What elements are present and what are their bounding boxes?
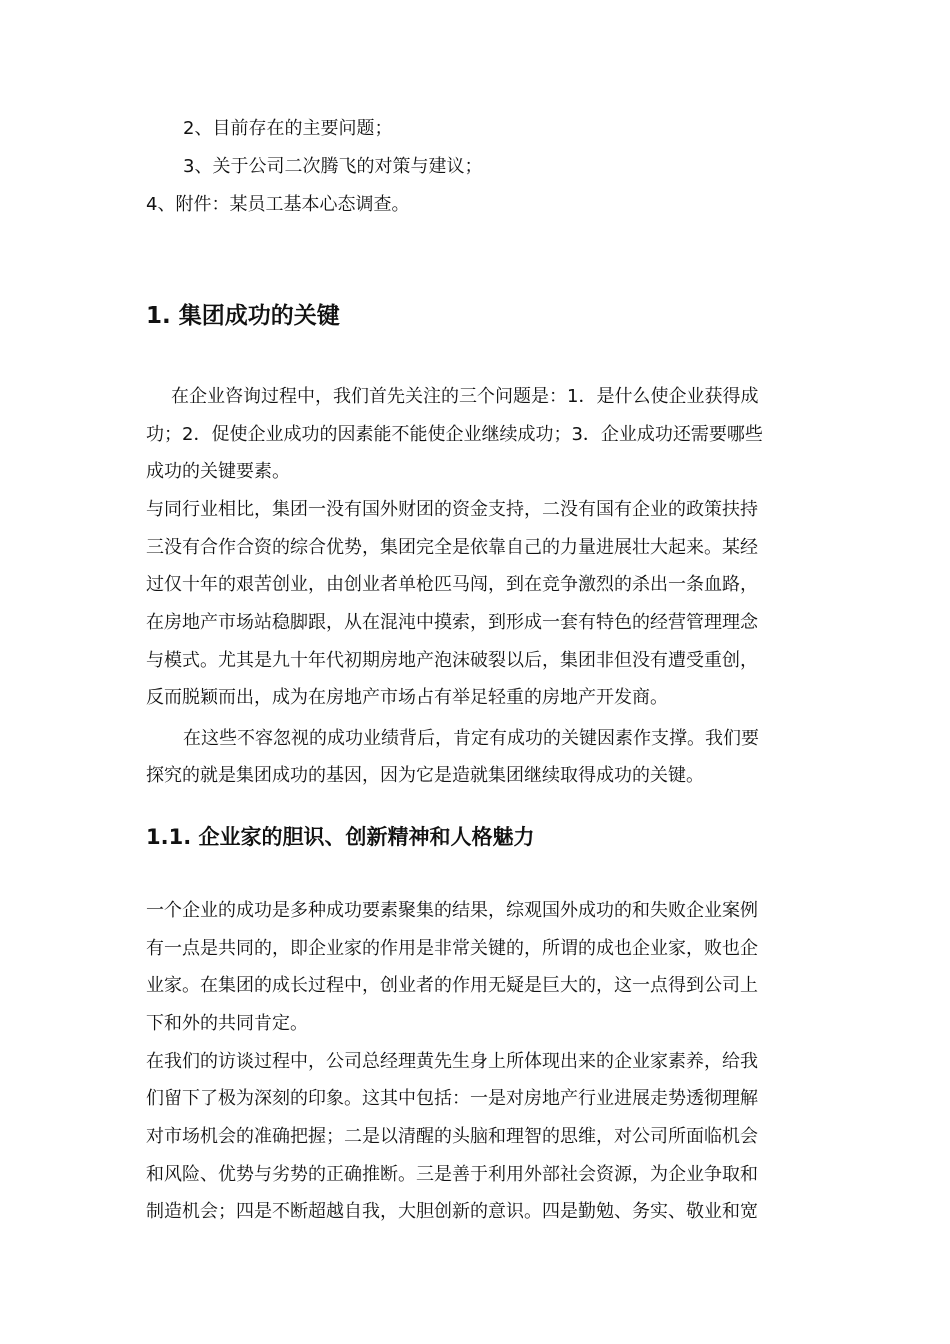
paragraph-line: 在我们的访谈过程中，公司总经理黄先生身上所体现出来的企业家素养，给我 <box>146 1051 758 1072</box>
paragraph-line: 对市场机会的准确把握；二是以清醒的头脑和理智的思维，对公司所面临机会 <box>146 1126 758 1147</box>
paragraph-line: 有一点是共同的，即企业家的作用是非常关键的，所谓的成也企业家，败也企 <box>146 938 758 959</box>
paragraph-line: 制造机会；四是不断超越自我，大胆创新的意识。四是勤勉、务实、敬业和宽 <box>146 1201 758 1222</box>
paragraph-line: 成功的关键要素。 <box>146 461 290 482</box>
paragraph-line: 与模式。尤其是九十年代初期房地产泡沫破裂以后，集团非但没有遭受重创， <box>146 650 758 671</box>
outline-item-3: 3、关于公司二次腾飞的对策与建议； <box>183 156 483 177</box>
paragraph-line: 们留下了极为深刻的印象。这其中包括：一是对房地产行业进展走势透彻理解 <box>146 1088 758 1109</box>
paragraph-line: 过仅十年的艰苦创业，由创业者单枪匹马闯，到在竞争激烈的杀出一条血路， <box>146 574 758 595</box>
paragraph-line: 在这些不容忽视的成功业绩背后，肯定有成功的关键因素作支撑。我们要 <box>183 728 759 749</box>
section-1-heading: 1. 集团成功的关键 <box>146 303 340 329</box>
paragraph-line: 探究的就是集团成功的基因，因为它是造就集团继续取得成功的关键。 <box>146 765 704 786</box>
section-1-1-heading: 1.1. 企业家的胆识、创新精神和人格魅力 <box>146 825 535 849</box>
paragraph-line: 一个企业的成功是多种成功要素聚集的结果，综观国外成功的和失败企业案例 <box>146 900 758 921</box>
outline-item-4: 4、附件：某员工基本心态调查。 <box>146 194 410 215</box>
paragraph-line: 在房地产市场站稳脚跟，从在混沌中摸索，到形成一套有特色的经营管理理念 <box>146 612 758 633</box>
paragraph-line: 与同行业相比，集团一没有国外财团的资金支持，二没有国有企业的政策扶持 <box>146 499 758 520</box>
paragraph-line: 三没有合作合资的综合优势，集团完全是依靠自己的力量进展壮大起来。某经 <box>146 537 758 558</box>
paragraph-line: 反而脱颖而出，成为在房地产市场占有举足轻重的房地产开发商。 <box>146 687 668 708</box>
paragraph-line: 下和外的共同肯定。 <box>146 1013 308 1034</box>
paragraph-line: 在企业咨询过程中，我们首先关注的三个问题是：1．是什么使企业获得成 <box>171 386 759 407</box>
paragraph-line: 业家。在集团的成长过程中，创业者的作用无疑是巨大的，这一点得到公司上 <box>146 975 758 996</box>
paragraph-line: 和风险、优势与劣势的正确推断。三是善于利用外部社会资源，为企业争取和 <box>146 1164 758 1185</box>
paragraph-line: 功；2．促使企业成功的因素能不能使企业继续成功；3．企业成功还需要哪些 <box>146 424 763 445</box>
outline-item-2: 2、目前存在的主要问题； <box>183 118 393 139</box>
